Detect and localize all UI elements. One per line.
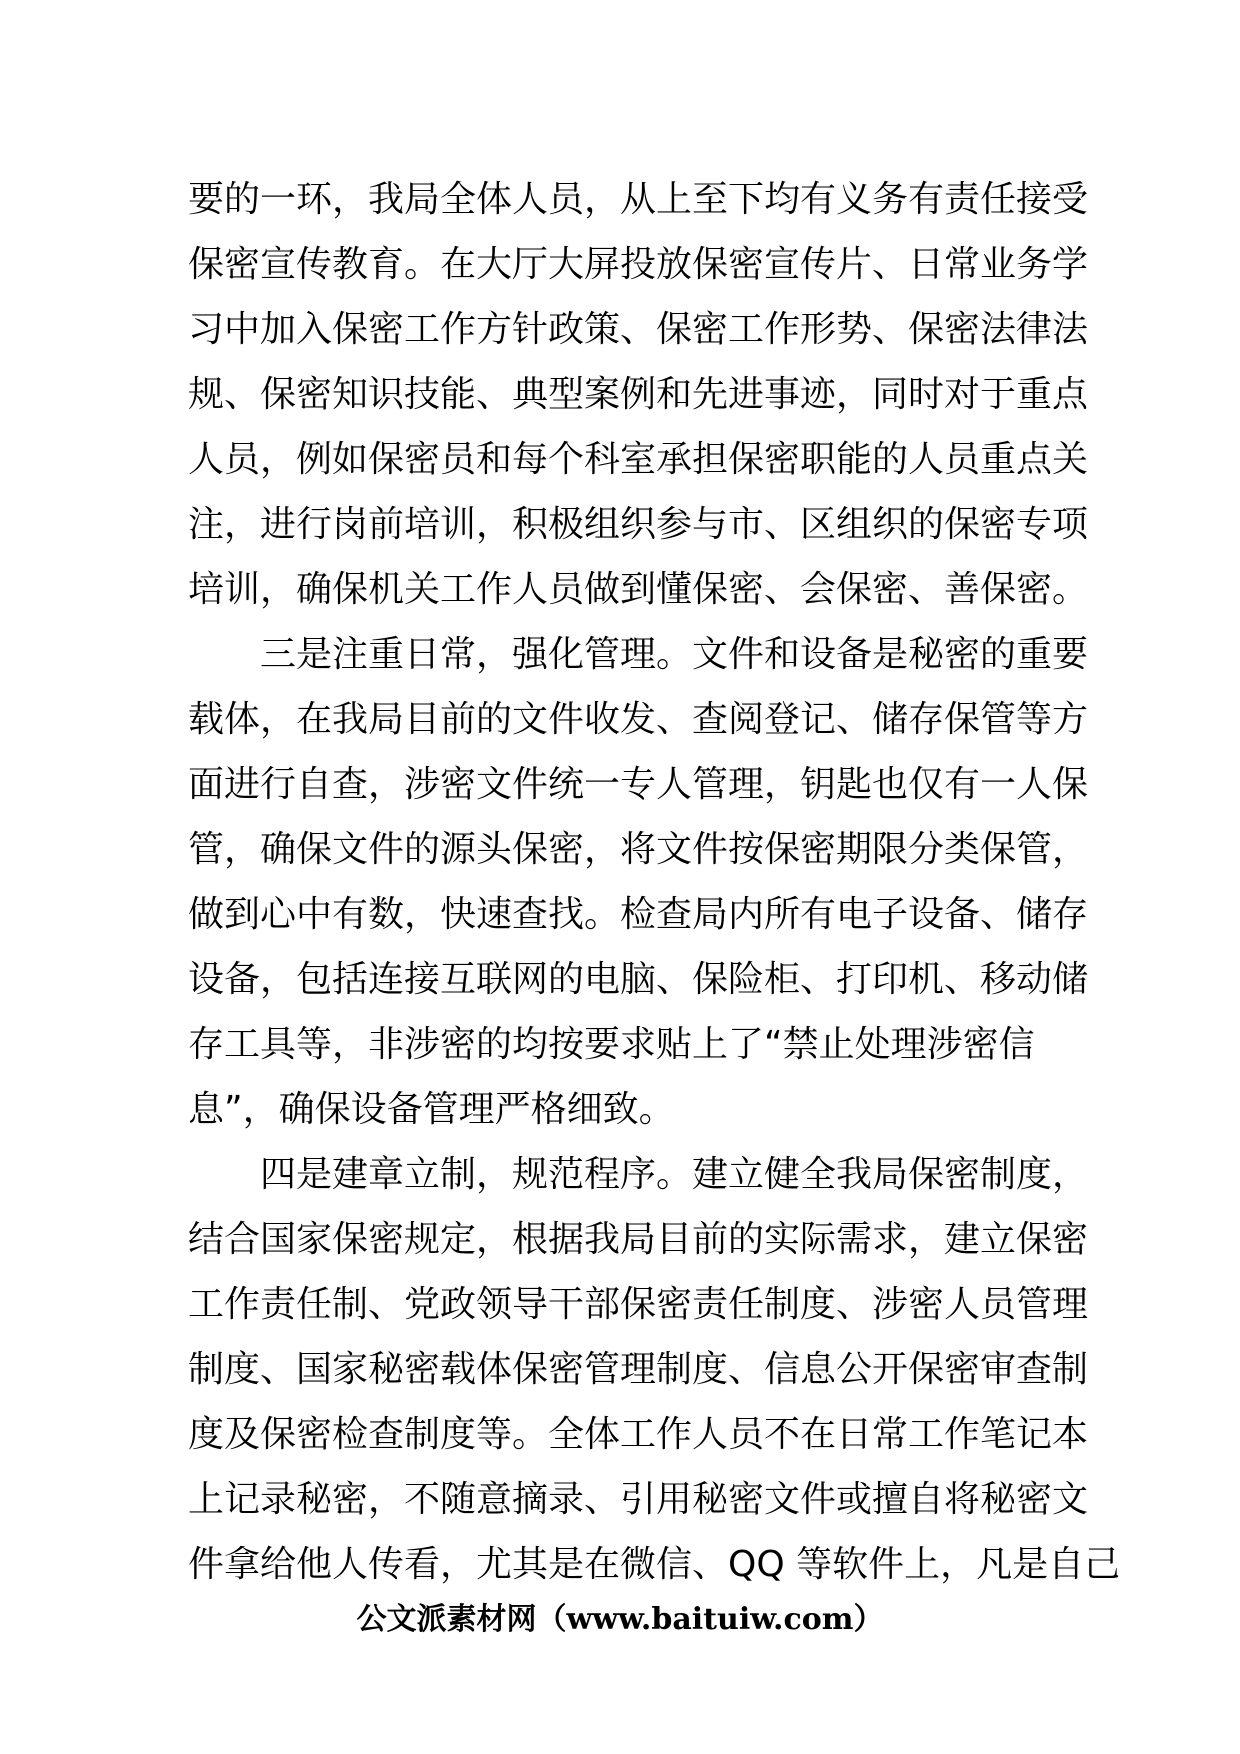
text-line: 保密宣传教育。在大厅大屏投放保密宣传片、日常业务学 [188, 244, 1089, 285]
text-line: 息”，确保设备管理严格细致。 [188, 1089, 675, 1130]
text-line: 设备，包括连接互联网的电脑、保险柜、打印机、移动储 [188, 959, 1089, 1000]
text-line: 工作责任制、党政领导干部保密责任制度、涉密人员管理 [188, 1284, 1089, 1325]
text-line: 存工具等，非涉密的均按要求贴上了“禁止处理涉密信 [188, 1024, 1035, 1065]
text-line: 载体，在我局目前的文件收发、查阅登记、储存保管等方 [188, 699, 1089, 740]
text-line: 上记录秘密，不随意摘录、引用秘密文件或擅自将秘密文 [188, 1479, 1089, 1520]
text-line: 面进行自查，涉密文件统一专人管理，钥匙也仅有一人保 [188, 764, 1089, 805]
text-line: 要的一环，我局全体人员，从上至下均有义务有责任接受 [188, 179, 1089, 220]
text-line: 件拿给他人传看，尤其是在微信、QQ 等软件上，凡是自己 [188, 1544, 1121, 1585]
text-line: 培训，确保机关工作人员做到懂保密、会保密、善保密。 [188, 569, 1089, 610]
text-line: 度及保密检查制度等。全体工作人员不在日常工作笔记本 [188, 1414, 1089, 1455]
text-line: 习中加入保密工作方针政策、保密工作形势、保密法律法 [188, 309, 1089, 350]
text-line: 注，进行岗前培训，积极组织参与市、区组织的保密专项 [188, 504, 1089, 545]
footer-watermark: 公文派素材网（www.baituiw.com） [356, 1602, 884, 1637]
text-line: 人员，例如保密员和每个科室承担保密职能的人员重点关 [188, 439, 1089, 480]
paragraph-start-line: 四是建章立制，规范程序。建立健全我局保密制度， [188, 1154, 1089, 1195]
text-line: 制度、国家秘密载体保密管理制度、信息公开保密审查制 [188, 1349, 1089, 1390]
body-text [188, 167, 1121, 1597]
text-line: 结合国家保密规定，根据我局目前的实际需求，建立保密 [188, 1219, 1089, 1260]
paragraph-start-line: 三是注重日常，强化管理。文件和设备是秘密的重要 [188, 634, 1089, 675]
text-line: 规、保密知识技能、典型案例和先进事迹，同时对于重点 [188, 374, 1089, 415]
text-line: 管，确保文件的源头保密，将文件按保密期限分类保管， [188, 829, 1089, 870]
text-line: 做到心中有数，快速查找。检查局内所有电子设备、储存 [188, 894, 1089, 935]
